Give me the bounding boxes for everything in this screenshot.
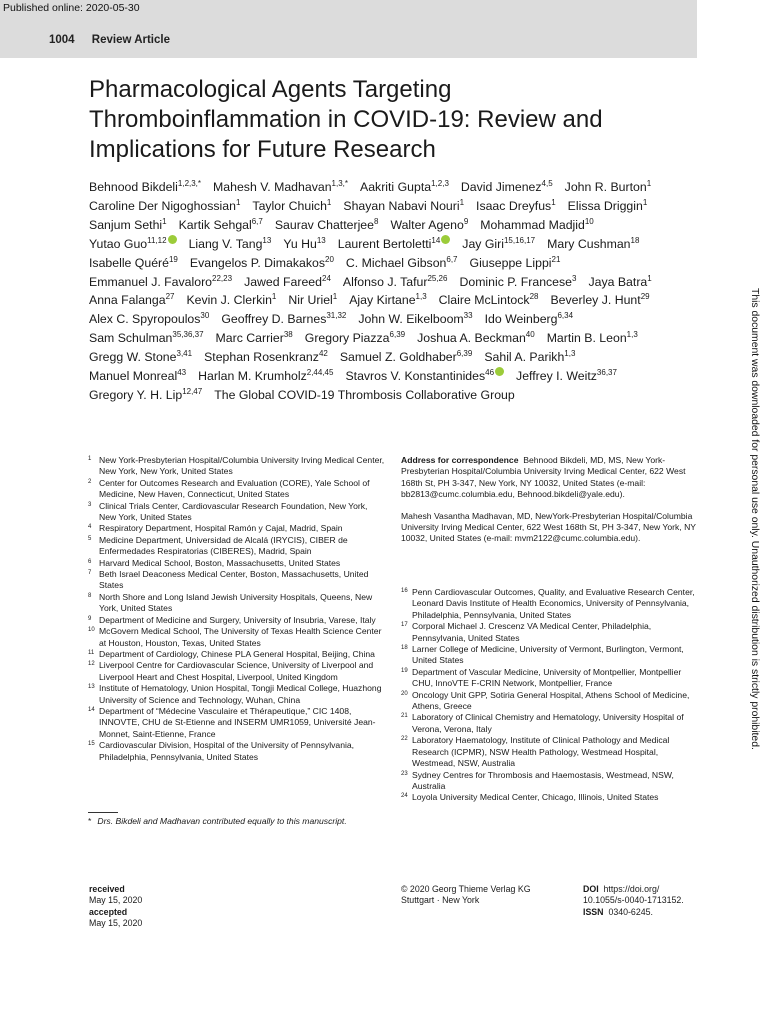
author-name: Sam Schulman [89, 331, 173, 346]
author-affiliation-marker: 19 [168, 254, 178, 264]
affiliation-number: 13 [88, 684, 95, 691]
affiliation-text: New York-Presbyterian Hospital/Columbia University Irving Medical Center, New York, New York, United States [99, 455, 385, 477]
author-affiliation-marker: 33 [463, 311, 473, 321]
affiliation-number: 9 [88, 615, 92, 622]
author [547, 237, 639, 251]
author-affiliation-marker: 25,26 [427, 273, 448, 283]
footnote [88, 816, 398, 826]
affiliation-text: Harvard Medical School, Boston, Massachusetts, United States [99, 557, 341, 568]
author [221, 312, 346, 326]
author-affiliation-marker: 1 [647, 273, 652, 283]
publisher-info [401, 884, 531, 907]
orcid-icon[interactable] [495, 367, 504, 376]
author [288, 293, 337, 307]
author-name: Alfonso J. Tafur [342, 274, 428, 289]
author [568, 199, 648, 213]
author-affiliation-marker: 22,23 [212, 273, 233, 283]
author-affiliation-marker: 42 [318, 349, 328, 359]
author-name: Aakriti Gupta [360, 180, 432, 194]
author-affiliation-marker: 11,12 [147, 235, 167, 245]
author-affiliation-marker: 6,39 [389, 330, 406, 340]
affiliation-number: 18 [401, 645, 408, 652]
author-affiliation-marker: 13 [262, 235, 272, 245]
author-name: Yutao Guo [89, 236, 148, 251]
author-affiliation-marker: 43 [177, 368, 187, 378]
article-dates [89, 884, 142, 930]
affiliation-text: Laboratory Haematology, Institute of Clinical Pathology and Medical Research (ICPMR), NSW Health Pathology, Westmead Hospital, Westmead, NSW, Australia [412, 735, 670, 769]
affiliation-number: 5 [88, 535, 92, 542]
author [89, 237, 177, 251]
affiliation-number: 11 [88, 649, 95, 656]
author-name: Stephan Rosenkranz [204, 350, 319, 365]
author [343, 199, 464, 213]
author-line [89, 367, 689, 386]
author-line [89, 291, 689, 310]
author-name: Isaac Dreyfus [476, 198, 552, 213]
author-name: Walter Ageno [390, 217, 464, 232]
affiliation-item [88, 569, 386, 592]
doi-label: DOI [583, 884, 599, 894]
author-affiliation-marker: 1 [459, 197, 465, 207]
author-affiliation-marker: 36,37 [596, 368, 617, 378]
author-affiliation-marker: 9 [463, 216, 469, 226]
affiliation-text: Department of Cardiology, Chinese PLA General Hospital, Beijing, China [99, 648, 375, 659]
author-name: Jeffrey I. Weitz [516, 369, 597, 384]
copyright: © 2020 Georg Thieme Verlag KG [401, 884, 531, 894]
author-affiliation-marker: 1,2,3 [431, 179, 449, 188]
author-name: Anna Falanga [89, 293, 166, 308]
affiliation-number: 8 [88, 592, 92, 599]
affiliation-item [88, 592, 386, 615]
author [439, 293, 539, 307]
author [216, 331, 293, 345]
affiliation-item [88, 455, 386, 478]
affiliation-number: 6 [88, 558, 92, 565]
author-affiliation-marker: 6,39 [456, 349, 473, 359]
affiliation-text: Medicine Department, Universidad de Alcalá (IRYCIS), CIBER de Enfermedades Respiratorias (CIBERES), Madrid, Spain [99, 534, 348, 557]
received-label: received [89, 884, 125, 894]
page-number: 1004 [49, 34, 75, 46]
author [462, 237, 535, 251]
correspondence-secondary: Mahesh Vasantha Madhavan, MD, NewYork-Presbyterian Hospital/Columbia University Irving Medical Center, 622 West 168th St, PH 3-347, New York, NY 10032, United States (e-mail: mvm2122@cumc.columbia.edu). [401, 510, 696, 544]
author [189, 237, 272, 251]
affiliation-number: 2 [88, 478, 92, 485]
affiliation-text: Department of Medicine and Surgery, University of Insubria, Varese, Italy [99, 614, 376, 625]
correspondence-label: Address for correspondence [401, 455, 519, 465]
author-name: Mahesh V. Madhavan [213, 180, 332, 194]
doi-block [583, 884, 684, 918]
author-name: Kartik Sehgal [178, 217, 252, 232]
author [275, 218, 379, 232]
author-name: Mohammad Madjid [480, 217, 585, 232]
author-affiliation-marker: 35,36,37 [172, 330, 204, 340]
affiliation-text: Penn Cardiovascular Outcomes, Quality, and Evaluative Research Center, Leonard Davis Institute of Health Economics, University of Pennsylvania, Philadelphia, Pennsylvania, United States [412, 587, 695, 620]
affiliation-number: 10 [88, 627, 95, 634]
author [244, 275, 331, 289]
affiliation-text: Beth Israel Deaconess Medical Center, Boston, Massachusetts, United States [99, 569, 369, 591]
affiliation-text: Loyola University Medical Center, Chicago, Illinois, United States [412, 792, 659, 803]
author [214, 388, 515, 402]
orcid-icon[interactable] [441, 235, 450, 244]
author-name: Dominic P. Francese [459, 274, 573, 289]
author-name: Shayan Nabavi Nouri [343, 198, 460, 213]
author [417, 331, 535, 345]
author-affiliation-marker: 6,7 [251, 216, 263, 226]
author [89, 350, 192, 364]
author-affiliation-marker: 8 [373, 216, 379, 226]
affiliation-item [401, 792, 701, 803]
author [89, 388, 202, 402]
author-line [89, 273, 689, 292]
footnote-marker: * [88, 816, 92, 826]
author-name: David Jimenez [460, 180, 542, 194]
author [345, 369, 504, 383]
affiliation-text: Institute of Hematology, Union Hospital, Tongji Medical College, Huazhong University of Science and Technology, Wuhan, China [99, 683, 382, 705]
author [547, 331, 638, 345]
author-name: Laurent Bertoletti [337, 236, 432, 251]
article-title [89, 75, 689, 165]
author-affiliation-marker: 6,34 [557, 311, 574, 321]
author-name: C. Michael Gibson [345, 255, 447, 270]
author-name: Samuel Z. Goldhaber [339, 350, 457, 365]
affiliation-item [88, 706, 386, 740]
author-name: Ajay Kirtane [349, 293, 416, 308]
title-line: Pharmacological Agents Targeting [89, 76, 452, 103]
affiliation-item [88, 558, 386, 569]
affiliation-text: Laboratory of Clinical Chemistry and Hematology, University Hospital of Verona, Verona, Italy [412, 712, 684, 734]
author-name: Gregg W. Stone [89, 350, 177, 365]
affiliation-item [401, 735, 701, 769]
affiliations-right-column [401, 587, 701, 804]
author-affiliation-marker: 15,16,17 [503, 235, 536, 245]
author-name: Harlan M. Krumholz [198, 369, 307, 384]
affiliation-text: North Shore and Long Island Jewish University Hospitals, Queens, New York, United States [99, 591, 373, 614]
running-header [49, 34, 170, 46]
orcid-icon[interactable] [168, 235, 177, 244]
affiliation-item [401, 644, 701, 667]
title-line: Thromboinflammation in COVID-19: Review and [89, 106, 603, 133]
author-name: Kevin J. Clerkin [186, 293, 272, 308]
author [343, 275, 448, 289]
title-line: Implications for Future Research [89, 136, 436, 163]
author-affiliation-marker: 3 [572, 273, 577, 283]
author-affiliation-marker: 24 [322, 273, 331, 283]
author-name: Taylor Chuich [252, 198, 327, 213]
affiliation-text: Clinical Trials Center, Cardiovascular Research Foundation, New York, New York, United States [99, 500, 368, 523]
affiliation-text: Department of Vascular Medicine, University of Montpellier, Montpellier CHU, InnoVTE F-CRIN Network, Montpellier, France [412, 666, 682, 689]
author-name: Geoffrey D. Barnes [221, 312, 327, 327]
author [213, 180, 348, 194]
author-affiliation-marker: 1,3 [626, 330, 638, 340]
affiliation-item [88, 535, 386, 558]
author-line [89, 216, 689, 235]
doi-value[interactable]: 10.1055/s-0040-1713152. [583, 895, 684, 906]
author-name: Nir Uriel [288, 293, 333, 308]
received-date: May 15, 2020 [89, 895, 143, 906]
author-affiliation-marker: 1,2,3,* [177, 179, 202, 188]
affiliation-number: 1 [88, 456, 92, 462]
author [358, 312, 472, 326]
author-name: Beverley J. Hunt [550, 293, 641, 308]
affiliation-number: 24 [401, 793, 408, 800]
affiliation-number: 4 [88, 524, 92, 531]
author-affiliation-marker: 4,5 [541, 179, 553, 188]
doi-link[interactable]: https://doi.org/ [603, 884, 660, 894]
author [360, 180, 449, 194]
article-type: Review Article [91, 34, 170, 46]
author-name: Stavros V. Konstantinides [345, 369, 486, 384]
author-affiliation-marker: 12,47 [182, 386, 203, 396]
author-name: Caroline Der Nigoghossian [89, 198, 236, 213]
author [550, 293, 649, 307]
author-name: Manuel Monreal [89, 369, 178, 384]
author-name: Giuseppe Lippi [469, 255, 552, 270]
affiliation-number: 17 [401, 622, 408, 629]
author [89, 312, 209, 326]
author [89, 293, 174, 307]
author [89, 275, 232, 289]
author-affiliation-marker: 10 [584, 216, 594, 226]
author-affiliation-marker: 28 [529, 292, 539, 302]
affiliation-text: Department of “Médecine Vasculaire et Thérapeutique,” CIC 1408, INNOVTE, CHU de St-Etienne and INSERM UMR1059, Université Jean-Monnet, Saint-Etienne, France [99, 705, 376, 739]
author-name: Jaya Batra [588, 274, 648, 289]
author-affiliation-marker: 1 [646, 179, 652, 188]
author-affiliation-marker: 1 [332, 292, 338, 302]
author [485, 312, 574, 326]
author-affiliation-marker: 27 [165, 292, 175, 302]
author-name: Alex C. Spyropoulos [89, 312, 201, 327]
affiliation-text: Liverpool Centre for Cardiovascular Science, University of Liverpool and Liverpool Heart and Chest Hospital, Liverpool, United Kingdom [99, 660, 374, 682]
author [89, 199, 240, 213]
affiliation-number: 22 [401, 736, 408, 743]
affiliation-number: 20 [401, 690, 408, 697]
author-line [89, 235, 689, 254]
author [565, 180, 651, 194]
affiliation-number: 16 [401, 588, 408, 594]
download-notice: This document was downloaded for personal use only. Unauthorized distribution is strictly prohibited. [749, 288, 760, 750]
author [480, 218, 593, 232]
author [346, 256, 458, 270]
affiliation-item [401, 770, 701, 793]
author-name: Joshua A. Beckman [417, 331, 526, 346]
author-affiliation-marker: 1 [271, 292, 277, 302]
affiliation-item [88, 683, 386, 706]
author-name: Evangelos P. Dimakakos [189, 255, 325, 270]
affiliation-text: Center for Outcomes Research and Evaluation (CORE), Yale School of Medicine, New Haven, Connecticut, United States [99, 477, 370, 500]
affiliations-left-column [88, 455, 386, 763]
author [340, 350, 472, 364]
author-name: Jay Giri [462, 236, 504, 251]
affiliation-number: 14 [88, 706, 95, 713]
author-name: Ido Weinberg [484, 312, 558, 327]
affiliation-item [88, 501, 386, 524]
author-line [89, 310, 689, 329]
affiliation-number: 21 [401, 713, 408, 720]
author-name: Gregory Y. H. Lip [89, 387, 183, 402]
author-name: Sanjum Sethi [89, 217, 163, 232]
author-affiliation-marker: 14 [431, 235, 441, 245]
author [338, 237, 451, 251]
author [190, 256, 334, 270]
affiliation-item [401, 621, 701, 644]
author-affiliation-marker: 18 [630, 235, 640, 245]
author-name: Mary Cushman [547, 236, 631, 251]
affiliation-text: Respiratory Department, Hospital Ramón y Cajal, Madrid, Spain [99, 523, 343, 534]
footnote-rule [88, 812, 118, 813]
author [89, 331, 204, 345]
author [89, 369, 186, 383]
affiliation-item [88, 478, 386, 501]
affiliation-item [88, 523, 386, 534]
author-name: Liang V. Tang [188, 236, 263, 251]
affiliation-number: 3 [88, 501, 92, 508]
author-name: Claire McLintock [438, 293, 530, 308]
author [470, 256, 561, 270]
accepted-label: accepted [89, 906, 128, 917]
affiliation-item [401, 712, 701, 735]
author [89, 180, 201, 194]
author-name: The Global COVID-19 Thrombosis Collaborative Group [214, 387, 515, 402]
author-affiliation-marker: 46 [485, 368, 495, 378]
author [588, 275, 651, 289]
author [349, 293, 426, 307]
author [89, 256, 178, 270]
affiliation-number: 23 [401, 770, 408, 777]
affiliation-item [88, 615, 386, 626]
author-name: Behnood Bikdeli [89, 180, 178, 194]
author-affiliation-marker: 13 [316, 235, 326, 245]
accepted-date: May 15, 2020 [89, 918, 143, 929]
author-affiliation-marker: 1 [642, 197, 648, 207]
author [305, 331, 405, 345]
author [484, 350, 575, 364]
affiliation-item [401, 690, 701, 713]
author-name: John W. Eikelboom [358, 312, 464, 327]
author-line [89, 348, 689, 367]
author-affiliation-marker: 2,44,45 [306, 368, 334, 378]
author [252, 199, 331, 213]
author-affiliation-marker: 30 [200, 311, 210, 321]
author-name: Gregory Piazza [304, 331, 390, 346]
author [461, 180, 553, 194]
publisher-location: Stuttgart · New York [401, 895, 480, 906]
author-affiliation-marker: 1 [235, 197, 241, 207]
affiliation-item [88, 649, 386, 660]
footnote-text: Drs. Bikdeli and Madhavan contributed equally to this manuscript. [97, 816, 347, 826]
affiliation-text: Larner College of Medicine, University of Vermont, Burlington, Vermont, United States [412, 644, 684, 666]
author-line [89, 197, 689, 216]
author-affiliation-marker: 38 [283, 330, 293, 340]
author-name: Yu Hu [283, 236, 317, 251]
author-affiliation-marker: 1 [551, 197, 556, 207]
affiliation-text: Cardiovascular Division, Hospital of the University of Pennsylvania, Philadelphia, Pennsylvania, United States [99, 740, 355, 762]
author-name: Elissa Driggin [567, 198, 643, 213]
author-affiliation-marker: 1,3,* [331, 179, 348, 188]
author-name: Emmanuel J. Favaloro [89, 274, 213, 289]
author-name: Jawed Fareed [244, 274, 322, 289]
affiliation-text: Corporal Michael J. Crescenz VA Medical Center, Philadelphia, Pennsylvania, United States [412, 621, 652, 643]
author [198, 369, 333, 383]
affiliation-number: 12 [88, 661, 95, 668]
published-online-notice: Published online: 2020-05-30 [3, 2, 140, 14]
affiliation-item [401, 667, 701, 690]
author [516, 369, 617, 383]
author-affiliation-marker: 1,3 [564, 349, 576, 359]
affiliation-number: 19 [401, 667, 408, 674]
author [186, 293, 276, 307]
author-name: Isabelle Quéré [89, 255, 169, 270]
author [476, 199, 556, 213]
author [204, 350, 328, 364]
affiliation-item [88, 626, 386, 649]
author-affiliation-marker: 29 [640, 292, 650, 302]
author [459, 275, 576, 289]
author-line [89, 178, 689, 197]
affiliation-item [88, 660, 386, 683]
author-affiliation-marker: 3,41 [176, 349, 193, 359]
author-affiliation-marker: 1,3 [415, 292, 427, 302]
author-name: Marc Carrier [215, 331, 284, 346]
author-affiliation-marker: 21 [551, 254, 561, 264]
author [179, 218, 263, 232]
author [89, 218, 167, 232]
correspondence-block [401, 455, 701, 555]
affiliation-text: McGovern Medical School, The University of Texas Health Science Center at Houston, Houston, Texas, United States [99, 626, 382, 648]
affiliation-text: Oncology Unit GPP, Sotiria General Hospital, Athens School of Medicine, Athens, Greece [412, 689, 690, 712]
author-line [89, 386, 689, 405]
author-name: Sahil A. Parikh [484, 350, 565, 365]
affiliation-text: Sydney Centres for Thrombosis and Haemostasis, Westmead, NSW, Australia [412, 769, 674, 791]
author-name: John R. Burton [564, 180, 647, 194]
issn-value: 0340-6245. [608, 906, 653, 917]
author [390, 218, 468, 232]
author-affiliation-marker: 1 [326, 197, 332, 207]
issn-label: ISSN [583, 906, 604, 917]
author-affiliation-marker: 1 [162, 216, 167, 226]
author-affiliation-marker: 6,7 [446, 254, 458, 264]
author [283, 237, 325, 251]
affiliation-item [401, 587, 701, 621]
affiliation-item [88, 740, 386, 763]
author-affiliation-marker: 20 [325, 254, 334, 264]
author-name: Saurav Chatterjee [274, 217, 374, 232]
author-name: Martin B. Leon [546, 331, 627, 346]
affiliation-number: 7 [88, 570, 92, 577]
author-affiliation-marker: 31,32 [326, 311, 347, 321]
author-affiliation-marker: 40 [525, 330, 535, 340]
affiliation-number: 15 [88, 741, 95, 748]
author-line [89, 254, 689, 273]
correspondence-primary: Behnood Bikdeli, MD, MS, New York-Presbyterian Hospital/Columbia University Irving Medical Center, 622 West 168th St, PH 3-347, New York, NY 10032, United States (e-mail: bb2813@cumc.columbia.edu, Behnood.bikdeli@yale.edu). [401, 455, 686, 500]
author-line [89, 329, 689, 348]
author-list [89, 178, 689, 405]
